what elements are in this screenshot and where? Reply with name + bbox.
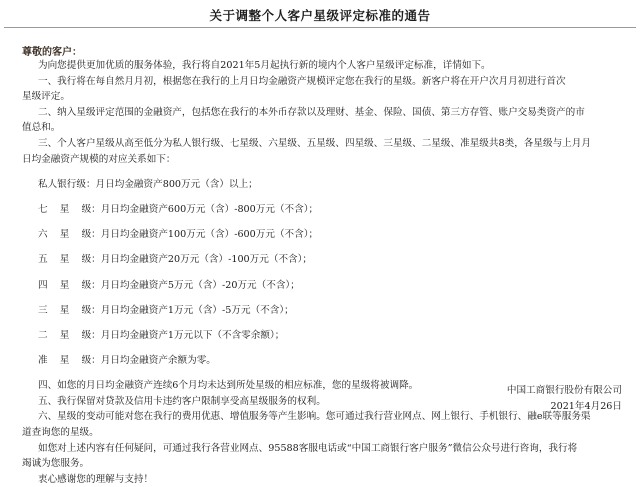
intro-line: 为向您提供更加优质的服务体验，我行将自2021年5月起执行新的境内个人客户星级评定标准，详情如下。	[38, 60, 491, 71]
clause-6-line-2: 道查询您的星级。	[22, 427, 99, 439]
contact-line-2: 竭诚为您服务。	[22, 458, 90, 470]
tier-three-star: 三 星 级：月日均金融资产1万元（含）-5万元（不含）；	[38, 304, 294, 316]
signature-date: 2021年4月26日	[550, 401, 622, 412]
notice-body	[22, 52, 622, 487]
title-divider	[4, 27, 636, 28]
page-title: 关于调整个人客户星级评定标准的通告	[209, 8, 431, 23]
tier-quasi-star: 准 星 级：月日均金融资产余额为零。	[38, 355, 216, 367]
clause-5: 五、我行保留对贷款及信用卡违约客户限制享受高星级服务的权利。	[38, 395, 326, 407]
tier-five-star: 五 星 级：月日均金融资产20万元（含）-100万元（不含）；	[38, 254, 313, 266]
signature-org: 中国工商银行股份有限公司	[506, 385, 622, 396]
clause-2-line-1: 二、纳入星级评定范围的金融资产，包括您在我行的本外币存款以及理财、基金、保险、国债、第三方存管、账户交易类资产的市	[38, 106, 585, 118]
clause-1-line-2: 星级评定。	[22, 91, 70, 103]
clause-2-line-2: 值总和。	[22, 122, 61, 134]
clause-4: 四、如您的月日均金融资产连续6个月均未达到所处星级的相应标准，您的星级将被调降。	[38, 380, 419, 392]
clause-3-line-1: 三、个人客户星级从高至低分为私人银行级、七星级、六星级、五星级、四星级、三星级、二星级、准星级共8类，各星级与上月月	[38, 137, 591, 149]
clause-6-line-1: 六、星级的变动可能对您在我行的费用优惠、增值服务等产生影响。您可通过我行营业网点、网上银行、手机银行、融e联等服务渠	[38, 411, 591, 423]
tier-six-star: 六 星 级：月日均金融资产100万元（含）-600万元（不含）；	[38, 229, 319, 241]
tier-private-banking: 私人银行级：月日均金融资产800万元（含）以上；	[38, 178, 258, 190]
salutation: 尊敬的客户：	[22, 47, 82, 58]
tier-four-star: 四 星 级：月日均金融资产5万元（含）-20万元（不含）；	[38, 279, 300, 291]
contact-line-1: 如您对上述内容有任何疑问，可通过我行各营业网点、95588客服电话或“中国工商银行客户服务”微信公众号进行咨询，我行将	[38, 442, 578, 454]
clause-1-line-1: 一、我行将在每自然月月初，根据您在我行的上月日均金融资产规模评定您在我行的星级。新客户将在开户次月月初进行首次	[38, 75, 566, 87]
tier-two-star: 二 星 级：月日均金融资产1万元以下（不含零余额）；	[38, 329, 285, 341]
clause-3-line-2: 日均金融资产规模的对应关系如下：	[22, 153, 176, 165]
tier-seven-star: 七 星 级：月日均金融资产600万元（含）-800万元（不含）；	[38, 203, 319, 215]
closing-line: 衷心感谢您的理解与支持！	[38, 473, 154, 485]
